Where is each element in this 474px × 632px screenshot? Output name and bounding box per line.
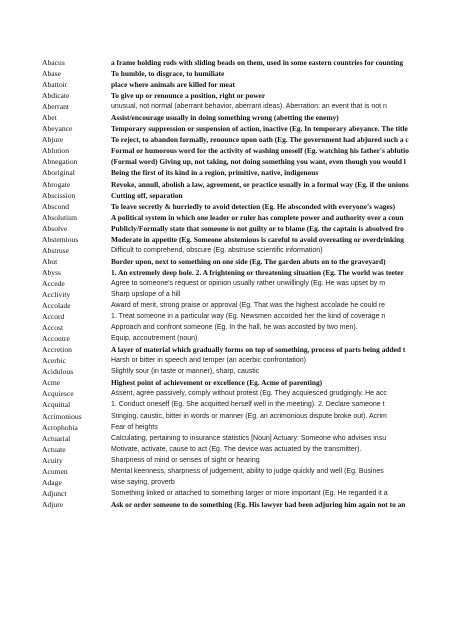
glossary-term: Accost xyxy=(42,323,64,333)
glossary-row xyxy=(0,311,474,322)
glossary-definition: To humble, to disgrace, to humiliate xyxy=(111,69,225,79)
glossary-definition: Revoke, annull, abolish a law, agreement, or practice usually in a formal way (Eg. if the unions xyxy=(111,179,409,189)
glossary-definition: Harsh or bitter in speech and temper (an acerbic confrontation) xyxy=(111,357,306,365)
glossary-row xyxy=(0,101,474,112)
glossary-term: Absolve xyxy=(42,223,68,233)
glossary-definition: unusual, not normal (aberrant behavior, aberrant ideas). Aberration: an event that is not n xyxy=(111,103,387,111)
glossary-definition: Sharpness of mind or senses of sight or hearing xyxy=(111,456,260,464)
glossary-term: Acuity xyxy=(42,455,63,465)
glossary-row xyxy=(0,201,474,212)
glossary-term: Acrophobia xyxy=(42,422,78,432)
glossary-definition: Mental keenness, sharpness of judgement, ability to judge quickly and well (Eg. Busines xyxy=(111,467,384,475)
glossary-term: Adjure xyxy=(42,499,64,509)
glossary-row xyxy=(0,366,474,377)
glossary-row xyxy=(0,156,474,167)
glossary-term: Acme xyxy=(42,378,61,388)
glossary-row xyxy=(0,455,474,466)
glossary-row xyxy=(0,145,474,156)
glossary-row xyxy=(0,300,474,311)
glossary-term: Actuate xyxy=(42,444,66,454)
glossary-row xyxy=(0,333,474,344)
glossary-row xyxy=(0,212,474,223)
glossary-table xyxy=(0,57,474,510)
glossary-term: Abstemious xyxy=(42,234,79,244)
glossary-definition: Highest point of achievement or excellence (Eg. Acme of parenting) xyxy=(111,378,323,388)
glossary-definition: Agree to someone's request or opinion usually rather unwillingly (Eg. He was upset by m xyxy=(111,279,386,287)
glossary-definition: Assist/encourage usually in doing something wrong (abetting the enemy) xyxy=(111,113,339,123)
glossary-definition: 1. Treat someone in a particular way (Eg. Newsmen accorded her the kind of coverage n xyxy=(111,313,386,321)
glossary-row xyxy=(0,477,474,488)
glossary-definition: Approach and confront someone (Eg. In the hall, he was accosted by two men). xyxy=(111,324,358,332)
glossary-term: Aberrant xyxy=(42,102,69,112)
glossary-term: Accord xyxy=(42,312,65,322)
glossary-term: Acclivity xyxy=(42,289,71,299)
glossary-definition: Fear of heights xyxy=(111,423,158,431)
glossary-row xyxy=(0,488,474,499)
glossary-row xyxy=(0,134,474,145)
glossary-row xyxy=(0,68,474,79)
glossary-term: Abdicate xyxy=(42,91,70,101)
glossary-term: Abscond xyxy=(42,201,69,211)
glossary-row xyxy=(0,278,474,289)
glossary-row xyxy=(0,179,474,190)
glossary-definition: Slightly sour (in taste or manner), sharp, caustic xyxy=(111,368,260,376)
glossary-row xyxy=(0,245,474,256)
glossary-term: Abut xyxy=(42,256,58,266)
glossary-term: Absolutism xyxy=(42,212,78,222)
glossary-row xyxy=(0,267,474,278)
glossary-row xyxy=(0,289,474,300)
glossary-term: Abscission xyxy=(42,190,76,200)
glossary-definition: Publicly/Formally state that someone is not guilty or to blame (Eg. the captain is absolved fro xyxy=(111,223,404,233)
glossary-term: Abet xyxy=(42,113,57,123)
glossary-term: Ablution xyxy=(42,146,70,156)
glossary-term: Acidulous xyxy=(42,367,74,377)
glossary-definition: Formal or humorous word for the activity of washing oneself (Eg. watching his father's ablutio xyxy=(111,146,409,156)
glossary-term: Accolade xyxy=(42,301,71,311)
glossary-row xyxy=(0,399,474,410)
glossary-definition: wise saying, proverb xyxy=(111,478,175,486)
glossary-row xyxy=(0,411,474,422)
glossary-definition: (Formal word) Giving up, not taking, not doing something you want, even though you would l xyxy=(111,157,406,167)
glossary-row xyxy=(0,499,474,510)
glossary-row xyxy=(0,190,474,201)
glossary-row xyxy=(0,112,474,123)
glossary-term: Accoutre xyxy=(42,334,70,344)
glossary-row xyxy=(0,79,474,90)
glossary-row xyxy=(0,167,474,178)
glossary-row xyxy=(0,466,474,477)
glossary-definition: Something linked or attached to something larger or more important (Eg. He regarded it a xyxy=(111,489,388,497)
glossary-definition: Difficult to comprehend, obscure (Eg. abstruse scientific information) xyxy=(111,246,323,254)
glossary-term: Acumen xyxy=(42,466,68,476)
glossary-row xyxy=(0,388,474,399)
glossary-definition: Assent, agree passively, comply without protest (Eg. They acquiesced grudgingly. He acc xyxy=(111,390,387,398)
glossary-term: Abacus xyxy=(42,58,65,67)
glossary-term: Abattoir xyxy=(42,80,68,90)
glossary-row xyxy=(0,90,474,101)
glossary-definition: Stinging, caustic, bitter in words or manner (Eg. an acrimonious dispute broke out). Acrim xyxy=(111,412,387,420)
glossary-term: Abjure xyxy=(42,135,64,145)
glossary-term: Abnegation xyxy=(42,157,78,167)
glossary-term: Abyss xyxy=(42,267,61,277)
glossary-definition: Temporary suppression or suspension of action, inactive (Eg. In temporary abeyance. The title xyxy=(111,124,408,134)
glossary-term: Acrimonious xyxy=(42,411,82,421)
glossary-row xyxy=(0,57,474,68)
glossary-definition: Calculating, pertaining to insurance statistics [Noun] Actuary: Someone who advises insu xyxy=(111,434,387,442)
glossary-definition: Being the first of its kind in a region, primitive, native, indigenous xyxy=(111,168,319,178)
glossary-definition: To leave secretly & hurriedly to avoid detection (Eg. He absconded with everyone's wages) xyxy=(111,201,396,211)
glossary-row xyxy=(0,433,474,444)
glossary-definition: place where animals are killed for meat xyxy=(111,80,235,90)
glossary-row xyxy=(0,344,474,355)
glossary-term: Abstruse xyxy=(42,245,69,255)
glossary-term: Accede xyxy=(42,278,65,288)
glossary-term: Actuarial xyxy=(42,433,71,443)
glossary-definition: Cutting off, separation xyxy=(111,190,183,200)
glossary-definition: Moderate in appetite (Eg. Someone abstemious is careful to avoid overeating or overdrinking xyxy=(111,234,404,244)
glossary-row xyxy=(0,123,474,134)
glossary-definition: A political system in which one leader or ruler has complete power and authority over a coun xyxy=(111,212,404,222)
glossary-definition: Motivate, activate, cause to act (Eg. The device was actuated by the transmitter). xyxy=(111,445,362,453)
glossary-row xyxy=(0,355,474,366)
glossary-definition: Equip, accoutrement (noun) xyxy=(111,335,198,343)
glossary-definition: A layer of material which gradually forms on top of something, process of parts being added t xyxy=(111,345,406,355)
glossary-definition: 1. Conduct oneself (Eg. She acquitted herself well in the meeting). 2. Declare someone t xyxy=(111,401,385,409)
glossary-row xyxy=(0,422,474,433)
glossary-row xyxy=(0,223,474,234)
glossary-term: Acerbic xyxy=(42,356,67,366)
glossary-definition: a frame holding rods with sliding beads on them, used in some eastern countries for counting xyxy=(111,58,404,67)
glossary-row xyxy=(0,377,474,388)
glossary-term: Abeyance xyxy=(42,124,73,134)
glossary-definition: Border upon, next to something on one side (Eg. The garden abuts on to the graveyard) xyxy=(111,256,386,266)
glossary-term: Abrogate xyxy=(42,179,71,189)
glossary-row xyxy=(0,444,474,455)
glossary-definition: Sharp upslope of a hill xyxy=(111,290,181,298)
glossary-term: Adjunct xyxy=(42,488,67,498)
glossary-definition: 1. An extremely deep hole. 2. A frightening or threatening situation (Eg. The world was teeter xyxy=(111,267,404,277)
glossary-term: Abase xyxy=(42,69,61,79)
glossary-row xyxy=(0,256,474,267)
glossary-term: Acquiesce xyxy=(42,389,74,399)
glossary-term: Acquittal xyxy=(42,400,71,410)
glossary-term: Accretion xyxy=(42,345,72,355)
glossary-definition: Award of merit, strong praise or approval (Eg. That was the highest accolade he could re xyxy=(111,302,386,310)
glossary-row xyxy=(0,322,474,333)
glossary-definition: To give up or renounce a position, right or power xyxy=(111,91,266,101)
glossary-definition: Ask or order someone to do something (Eg. His lawyer had been adjuring him again not to an xyxy=(111,499,406,509)
glossary-term: Adage xyxy=(42,477,62,487)
glossary-row xyxy=(0,234,474,245)
glossary-term: Aboriginal xyxy=(42,168,75,178)
glossary-definition: To reject, to abandon formally, renounce upon oath (Eg. The government had abjured such a c xyxy=(111,135,409,145)
